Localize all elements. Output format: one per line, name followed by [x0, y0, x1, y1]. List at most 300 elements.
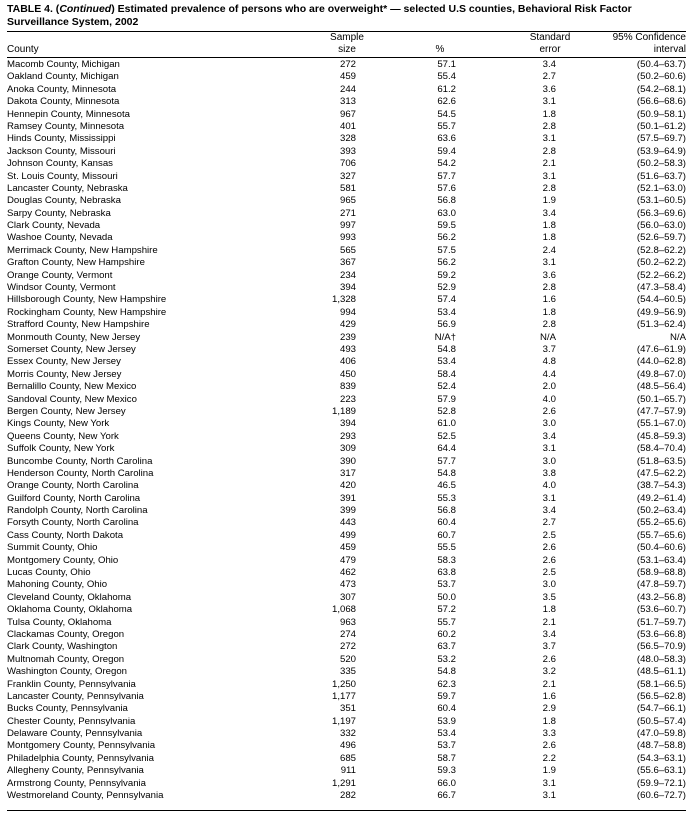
table-row: [0, 319, 693, 331]
table-row: [0, 666, 693, 678]
county-cell: Clackamas County, Oregon: [7, 628, 125, 640]
standard-error-cell: 4.0: [542, 480, 556, 492]
percent-cell: 63.6: [437, 133, 456, 145]
percent-cell: 55.5: [437, 542, 456, 554]
confidence-interval-cell: (47.5–62.2): [636, 467, 686, 479]
sample-size-cell: 307: [339, 591, 356, 603]
standard-error-cell: 3.4: [542, 59, 556, 70]
sample-size-cell: 581: [339, 182, 356, 194]
table-row: [0, 530, 693, 542]
confidence-interval-cell: (50.2–63.4): [636, 505, 686, 517]
sample-size-cell: 401: [339, 120, 356, 132]
sample-size-cell: 1,189: [331, 405, 356, 417]
percent-cell: 66.0: [437, 777, 456, 789]
sample-size-cell: 1,328: [331, 294, 356, 306]
percent-cell: 55.7: [437, 120, 456, 132]
standard-error-cell: 2.8: [542, 282, 556, 294]
sample-size-cell: 391: [339, 492, 356, 504]
standard-error-cell: 3.2: [542, 666, 556, 678]
table-row: [0, 431, 693, 443]
standard-error-cell: 3.3: [542, 728, 556, 740]
percent-cell: 56.9: [437, 319, 456, 331]
confidence-interval-cell: (58.9–68.8): [636, 567, 686, 579]
county-cell: Morris County, New Jersey: [7, 368, 122, 380]
confidence-interval-cell: (56.6–68.6): [636, 96, 686, 108]
confidence-interval-cell: (56.5–70.9): [636, 641, 686, 653]
sample-size-cell: 1,068: [331, 604, 356, 616]
sample-size-cell: 499: [339, 529, 356, 541]
sample-size-cell: 244: [339, 83, 356, 95]
table-row: [0, 790, 693, 802]
percent-cell: 55.3: [437, 492, 456, 504]
table-row: [0, 679, 693, 691]
standard-error-cell: 2.8: [542, 120, 556, 132]
table-body: [0, 59, 693, 802]
confidence-interval-cell: (51.6–63.7): [636, 170, 686, 182]
percent-cell: 60.4: [437, 517, 456, 529]
percent-cell: N/A†: [434, 331, 456, 343]
sample-size-cell: 496: [339, 740, 356, 752]
table-row: [0, 133, 693, 145]
percent-cell: 54.8: [437, 343, 456, 355]
county-cell: Johnson County, Kansas: [7, 158, 113, 170]
confidence-interval-cell: (56.3–69.6): [636, 207, 686, 219]
standard-error-cell: 2.6: [542, 405, 556, 417]
county-cell: Cass County, North Dakota: [7, 529, 124, 541]
column-header-county: County: [7, 44, 39, 55]
percent-cell: 53.9: [437, 715, 456, 727]
standard-error-cell: 2.1: [542, 678, 556, 690]
percent-cell: 61.2: [437, 83, 456, 95]
percent-cell: 50.0: [437, 591, 456, 603]
sample-size-cell: 309: [339, 443, 356, 455]
sample-size-cell: 313: [339, 96, 356, 108]
sample-size-cell: 965: [339, 195, 356, 207]
sample-size-cell: 459: [339, 71, 356, 83]
confidence-interval-cell: (52.2–66.2): [636, 269, 686, 281]
table-row: [0, 96, 693, 108]
table-row: [0, 220, 693, 232]
sample-size-cell: 1,197: [331, 715, 356, 727]
standard-error-cell: 2.7: [542, 517, 556, 529]
percent-cell: 55.7: [437, 616, 456, 628]
county-cell: Delaware County, Pennsylvania: [7, 728, 143, 740]
header-bottom-rule: [7, 57, 686, 58]
sample-size-cell: 493: [339, 343, 356, 355]
standard-error-cell: 2.1: [542, 158, 556, 170]
county-cell: Windsor County, Vermont: [7, 282, 116, 294]
percent-cell: 53.7: [437, 579, 456, 591]
percent-cell: 63.0: [437, 207, 456, 219]
sample-size-cell: 293: [339, 430, 356, 442]
table-row: [0, 294, 693, 306]
table-row: [0, 716, 693, 728]
table-row: [0, 641, 693, 653]
standard-error-cell: 2.5: [542, 567, 556, 579]
confidence-interval-cell: (55.1–67.0): [636, 418, 686, 430]
sample-size-cell: 443: [339, 517, 356, 529]
standard-error-cell: 1.6: [542, 690, 556, 702]
percent-cell: 54.5: [437, 108, 456, 120]
percent-cell: 58.3: [437, 554, 456, 566]
confidence-interval-cell: (47.3–58.4): [636, 282, 686, 294]
percent-cell: 60.4: [437, 703, 456, 715]
percent-cell: 56.8: [437, 195, 456, 207]
percent-cell: 53.4: [437, 306, 456, 318]
county-cell: Henderson County, North Carolina: [7, 467, 154, 479]
table-row: [0, 356, 693, 368]
confidence-interval-cell: (54.7–66.1): [636, 703, 686, 715]
confidence-interval-cell: (54.2–68.1): [636, 83, 686, 95]
table-row: [0, 443, 693, 455]
confidence-interval-cell: (54.4–60.5): [636, 294, 686, 306]
sample-size-cell: 239: [339, 331, 356, 343]
county-cell: Washington County, Oregon: [7, 666, 127, 678]
standard-error-cell: 2.5: [542, 529, 556, 541]
table-row: [0, 740, 693, 752]
table-row: [0, 703, 693, 715]
standard-error-cell: 1.9: [542, 195, 556, 207]
sample-size-cell: 706: [339, 158, 356, 170]
standard-error-cell: 3.1: [542, 777, 556, 789]
confidence-interval-cell: (48.7–58.8): [636, 740, 686, 752]
percent-cell: 62.6: [437, 96, 456, 108]
sample-size-cell: 335: [339, 666, 356, 678]
standard-error-cell: 1.8: [542, 715, 556, 727]
standard-error-cell: 3.1: [542, 443, 556, 455]
percent-cell: 56.2: [437, 257, 456, 269]
table-row: [0, 71, 693, 83]
title-prefix: TABLE 4. (: [7, 3, 60, 15]
county-cell: Dakota County, Minnesota: [7, 96, 120, 108]
column-header-sample-size: [322, 32, 372, 56]
confidence-interval-cell: (60.6–72.7): [636, 790, 686, 802]
sample-size-cell: 272: [339, 641, 356, 653]
county-cell: Guilford County, North Carolina: [7, 492, 141, 504]
county-cell: Macomb County, Michigan: [7, 59, 120, 70]
sample-size-cell: 317: [339, 467, 356, 479]
percent-cell: 63.8: [437, 567, 456, 579]
county-cell: Franklin County, Pennsylvania: [7, 678, 136, 690]
county-cell: Oklahoma County, Oklahoma: [7, 604, 133, 616]
percent-cell: 60.7: [437, 529, 456, 541]
percent-cell: 54.8: [437, 467, 456, 479]
standard-error-cell: 3.6: [542, 83, 556, 95]
county-cell: Washoe County, Nevada: [7, 232, 113, 244]
table-row: [0, 604, 693, 616]
confidence-interval-cell: (52.1–63.0): [636, 182, 686, 194]
percent-cell: 54.8: [437, 666, 456, 678]
table-row: [0, 579, 693, 591]
standard-error-cell: 1.9: [542, 765, 556, 777]
county-cell: Jackson County, Missouri: [7, 145, 116, 157]
confidence-interval-cell: (44.0–62.8): [636, 356, 686, 368]
percent-cell: 64.4: [437, 443, 456, 455]
county-cell: Anoka County, Minnesota: [7, 83, 117, 95]
confidence-interval-cell: (38.7–54.3): [636, 480, 686, 492]
sample-size-cell: 399: [339, 505, 356, 517]
confidence-interval-cell: (59.9–72.1): [636, 777, 686, 789]
title-text: ) Estimated prevalence of persons who are overweight* — selected U.S counties, Behavioral Risk Factor Surveillance System, 2002: [7, 3, 632, 28]
percent-cell: 58.7: [437, 752, 456, 764]
standard-error-cell: 2.9: [542, 703, 556, 715]
confidence-interval-cell: (51.3–62.4): [636, 319, 686, 331]
county-cell: Lucas County, Ohio: [7, 567, 91, 579]
confidence-interval-cell: (53.6–66.8): [636, 628, 686, 640]
county-cell: Montgomery County, Pennsylvania: [7, 740, 156, 752]
table-row: [0, 468, 693, 480]
county-cell: Armstrong County, Pennsylvania: [7, 777, 146, 789]
county-cell: Bernalillo County, New Mexico: [7, 381, 137, 393]
standard-error-cell: 3.4: [542, 430, 556, 442]
standard-error-cell: 3.4: [542, 628, 556, 640]
confidence-interval-cell: (52.8–62.2): [636, 244, 686, 256]
standard-error-cell: 3.7: [542, 641, 556, 653]
confidence-interval-cell: (53.1–63.4): [636, 554, 686, 566]
percent-cell: 63.7: [437, 641, 456, 653]
standard-error-cell: 3.1: [542, 96, 556, 108]
standard-error-cell: 3.4: [542, 505, 556, 517]
table-row: [0, 480, 693, 492]
standard-error-cell: 2.8: [542, 145, 556, 157]
column-header-percent: %: [435, 44, 445, 55]
standard-error-cell: 2.8: [542, 182, 556, 194]
county-cell: Mahoning County, Ohio: [7, 579, 108, 591]
standard-error-cell: N/A: [540, 331, 556, 343]
sample-size-cell: 390: [339, 455, 356, 467]
confidence-interval-cell: N/A: [670, 331, 686, 343]
table-row: [0, 517, 693, 529]
table-row: [0, 245, 693, 257]
county-cell: Montgomery County, Ohio: [7, 554, 119, 566]
confidence-interval-cell: (51.8–63.5): [636, 455, 686, 467]
sample-size-cell: 963: [339, 616, 356, 628]
county-cell: Orange County, Vermont: [7, 269, 113, 281]
table-row: [0, 778, 693, 790]
percent-cell: 57.7: [437, 170, 456, 182]
standard-error-cell: 3.1: [542, 257, 556, 269]
table-row: [0, 629, 693, 641]
confidence-interval-cell: (49.9–56.9): [636, 306, 686, 318]
table-row: [0, 121, 693, 133]
county-cell: Hennepin County, Minnesota: [7, 108, 131, 120]
table-row: [0, 332, 693, 344]
table-row: [0, 109, 693, 121]
sample-size-cell: 420: [339, 480, 356, 492]
county-cell: Randolph County, North Carolina: [7, 505, 148, 517]
confidence-interval-cell: (50.1–65.7): [636, 393, 686, 405]
county-cell: Chester County, Pennsylvania: [7, 715, 136, 727]
table-row: [0, 171, 693, 183]
table-row: [0, 146, 693, 158]
confidence-interval-cell: (45.8–59.3): [636, 430, 686, 442]
county-cell: Allegheny County, Pennsylvania: [7, 765, 144, 777]
county-cell: Ramsey County, Minnesota: [7, 120, 125, 132]
standard-error-cell: 3.7: [542, 343, 556, 355]
confidence-interval-cell: (55.6–63.1): [636, 765, 686, 777]
confidence-interval-cell: (49.2–61.4): [636, 492, 686, 504]
percent-cell: 66.7: [437, 790, 456, 802]
sample-size-cell: 993: [339, 232, 356, 244]
table-row: [0, 59, 693, 71]
sample-size-cell: 406: [339, 356, 356, 368]
standard-error-cell: 2.6: [542, 740, 556, 752]
percent-cell: 55.4: [437, 71, 456, 83]
confidence-interval-cell: (51.7–59.7): [636, 616, 686, 628]
confidence-interval-cell: (53.9–64.9): [636, 145, 686, 157]
standard-error-cell: 2.6: [542, 542, 556, 554]
county-cell: Clark County, Nevada: [7, 220, 101, 232]
county-cell: Hinds County, Mississippi: [7, 133, 116, 145]
county-cell: St. Louis County, Missouri: [7, 170, 118, 182]
standard-error-cell: 3.0: [542, 579, 556, 591]
county-cell: Queens County, New York: [7, 430, 119, 442]
table-row: [0, 493, 693, 505]
county-cell: Oakland County, Michigan: [7, 71, 119, 83]
confidence-interval-cell: (50.9–58.1): [636, 108, 686, 120]
table-row: [0, 369, 693, 381]
column-header-standard-error-line1: Standard: [529, 32, 571, 43]
table-row: [0, 270, 693, 282]
standard-error-cell: 1.8: [542, 232, 556, 244]
percent-cell: 57.1: [437, 59, 456, 70]
table-row: [0, 542, 693, 554]
confidence-interval-cell: (55.7–65.6): [636, 529, 686, 541]
standard-error-cell: 2.2: [542, 752, 556, 764]
standard-error-cell: 2.6: [542, 653, 556, 665]
standard-error-cell: 2.4: [542, 244, 556, 256]
sample-size-cell: 393: [339, 145, 356, 157]
confidence-interval-cell: (48.0–58.3): [636, 653, 686, 665]
table-row: [0, 232, 693, 244]
percent-cell: 52.8: [437, 405, 456, 417]
sample-size-cell: 332: [339, 728, 356, 740]
county-cell: Philadelphia County, Pennsylvania: [7, 752, 155, 764]
confidence-interval-cell: (50.4–60.6): [636, 542, 686, 554]
standard-error-cell: 2.0: [542, 381, 556, 393]
county-cell: Sarpy County, Nebraska: [7, 207, 111, 219]
county-cell: Orange County, North Carolina: [7, 480, 139, 492]
standard-error-cell: 1.8: [542, 108, 556, 120]
percent-cell: 59.4: [437, 145, 456, 157]
sample-size-cell: 565: [339, 244, 356, 256]
confidence-interval-cell: (50.2–58.3): [636, 158, 686, 170]
table-row: [0, 555, 693, 567]
sample-size-cell: 234: [339, 269, 356, 281]
county-cell: Bucks County, Pennsylvania: [7, 703, 128, 715]
standard-error-cell: 1.8: [542, 220, 556, 232]
standard-error-cell: 3.0: [542, 455, 556, 467]
column-header-standard-error-line2: error: [539, 44, 561, 55]
percent-cell: 59.7: [437, 690, 456, 702]
table-row: [0, 505, 693, 517]
sample-size-cell: 479: [339, 554, 356, 566]
standard-error-cell: 2.8: [542, 319, 556, 331]
percent-cell: 52.4: [437, 381, 456, 393]
percent-cell: 57.7: [437, 455, 456, 467]
column-header-ci-line2: interval: [653, 44, 686, 55]
table-row: [0, 195, 693, 207]
confidence-interval-cell: (47.6–61.9): [636, 343, 686, 355]
confidence-interval-cell: (49.8–67.0): [636, 368, 686, 380]
sample-size-cell: 282: [339, 790, 356, 802]
table-row: [0, 567, 693, 579]
county-cell: Monmouth County, New Jersey: [7, 331, 141, 343]
percent-cell: 57.2: [437, 604, 456, 616]
standard-error-cell: 3.8: [542, 467, 556, 479]
table-row: [0, 406, 693, 418]
confidence-interval-cell: (47.7–57.9): [636, 405, 686, 417]
sample-size-cell: 394: [339, 418, 356, 430]
percent-cell: 59.2: [437, 269, 456, 281]
sample-size-cell: 272: [339, 59, 356, 70]
confidence-interval-cell: (52.6–59.7): [636, 232, 686, 244]
county-cell: Kings County, New York: [7, 418, 110, 430]
sample-size-cell: 450: [339, 368, 356, 380]
standard-error-cell: 1.8: [542, 604, 556, 616]
county-cell: Lancaster County, Pennsylvania: [7, 690, 144, 702]
county-cell: Multnomah County, Oregon: [7, 653, 125, 665]
county-cell: Suffolk County, New York: [7, 443, 115, 455]
table-row: [0, 344, 693, 356]
confidence-interval-cell: (55.2–65.6): [636, 517, 686, 529]
confidence-interval-cell: (56.5–62.8): [636, 690, 686, 702]
standard-error-cell: 3.1: [542, 492, 556, 504]
standard-error-cell: 2.1: [542, 616, 556, 628]
table-row: [0, 728, 693, 740]
column-header-ci-line1: 95% Confidence: [612, 32, 686, 43]
sample-size-cell: 473: [339, 579, 356, 591]
column-header-sample-size-line2: size: [338, 44, 356, 55]
sample-size-cell: 520: [339, 653, 356, 665]
percent-cell: 59.5: [437, 220, 456, 232]
sample-size-cell: 911: [340, 765, 356, 777]
table-row: [0, 617, 693, 629]
standard-error-cell: 3.5: [542, 591, 556, 603]
standard-error-cell: 3.4: [542, 207, 556, 219]
sample-size-cell: 271: [339, 207, 356, 219]
table-row: [0, 592, 693, 604]
county-cell: Essex County, New Jersey: [7, 356, 121, 368]
percent-cell: 58.4: [437, 368, 456, 380]
confidence-interval-cell: (50.2–60.6): [636, 71, 686, 83]
county-cell: Douglas County, Nebraska: [7, 195, 121, 207]
table-bottom-rule: [7, 810, 686, 811]
percent-cell: 60.2: [437, 628, 456, 640]
county-cell: Buncombe County, North Carolina: [7, 455, 153, 467]
confidence-interval-cell: (56.0–63.0): [636, 220, 686, 232]
percent-cell: 56.2: [437, 232, 456, 244]
sample-size-cell: 997: [339, 220, 356, 232]
standard-error-cell: 2.7: [542, 71, 556, 83]
percent-cell: 53.2: [437, 653, 456, 665]
standard-error-cell: 3.6: [542, 269, 556, 281]
confidence-interval-cell: (48.5–56.4): [636, 381, 686, 393]
confidence-interval-cell: (58.4–70.4): [636, 443, 686, 455]
table-row: [0, 654, 693, 666]
table-row: [0, 418, 693, 430]
title-continued: Continued: [59, 3, 112, 15]
standard-error-cell: 3.0: [542, 418, 556, 430]
county-cell: Westmoreland County, Pennsylvania: [7, 790, 164, 802]
table-row: [0, 381, 693, 393]
percent-cell: 52.5: [437, 430, 456, 442]
table-row: [0, 84, 693, 96]
percent-cell: 57.5: [437, 244, 456, 256]
county-cell: Rockingham County, New Hampshire: [7, 306, 167, 318]
county-cell: Cleveland County, Oklahoma: [7, 591, 132, 603]
sample-size-cell: 367: [339, 257, 356, 269]
